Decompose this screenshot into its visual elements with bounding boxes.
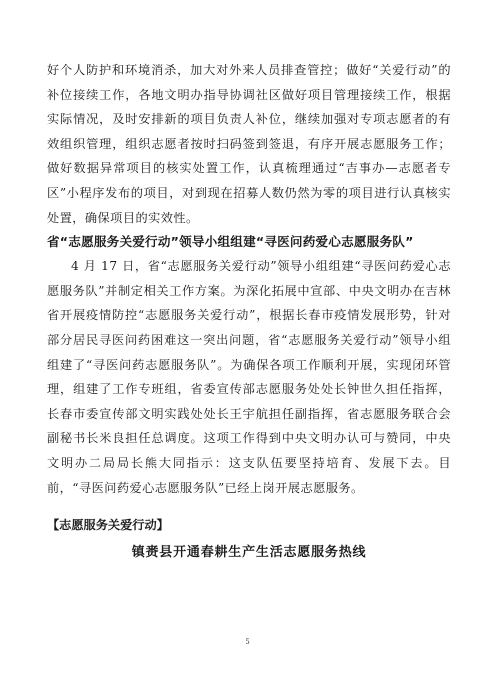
section-heading: 省“志愿服务关爱行动”领导小组组建“寻医问药爱心志愿服务队” [47,234,414,250]
body-paragraph: 好个人防护和环境消杀，加大对外来人员排查管控；做好“关爱行动”的补位接续工作，各地文明办指导协调社区做好项目管理接续工作，根据实际情况，及时安排新的项目负责人补位，继续加强对专项志愿者的有效组织管理，组织志愿者按时扫码签到签退，有序开展志愿服务工作；做好数据异常项目的核实处置工作，认真梳理通过“吉事办—志愿者专区”小程序发布的项目，对到现在招募人数仍然为零的项目进行认真核实处置，确保项目的实效性。 [47,63,451,225]
column-tag: 【志愿服务关爱行动】 [47,518,169,533]
page-number: 5 [245,637,250,646]
body-paragraph: 4 月 17 日，省“志愿服务关爱行动”领导小组组建“寻医问药爱心志愿服务队”并制定相关工作方案。为深化拓展中宣部、中央文明办在吉林省开展疫情防控“志愿服务关爱行动”，根据长春市疫情发展形势，针对部分居民寻医问药困难这一突出问题，省“志愿服务关爱行动”领导小组组建了“寻医问药志愿服务队”。为确保各项工作顺利开展，实现闭环管理，组建了工作专班组，省委宣传部志愿服务处处长钟世久担任指挥，长春市委宣传部文明实践处处长王宇航担任副指挥，省志愿服务联合会副秘书长米良担任总调度。这项工作得到中央文明办认可与赞同，中央文明办二局局长熊大同指示：这支队伍要坚持培育、发展下去。目前，“寻医问药爱心志愿服务队”已经上岗开展志愿服务。 [47,259,451,495]
article-title: 镇赉县开通春耕生产生活志愿服务热线 [131,545,367,561]
page-content [47,58,451,564]
